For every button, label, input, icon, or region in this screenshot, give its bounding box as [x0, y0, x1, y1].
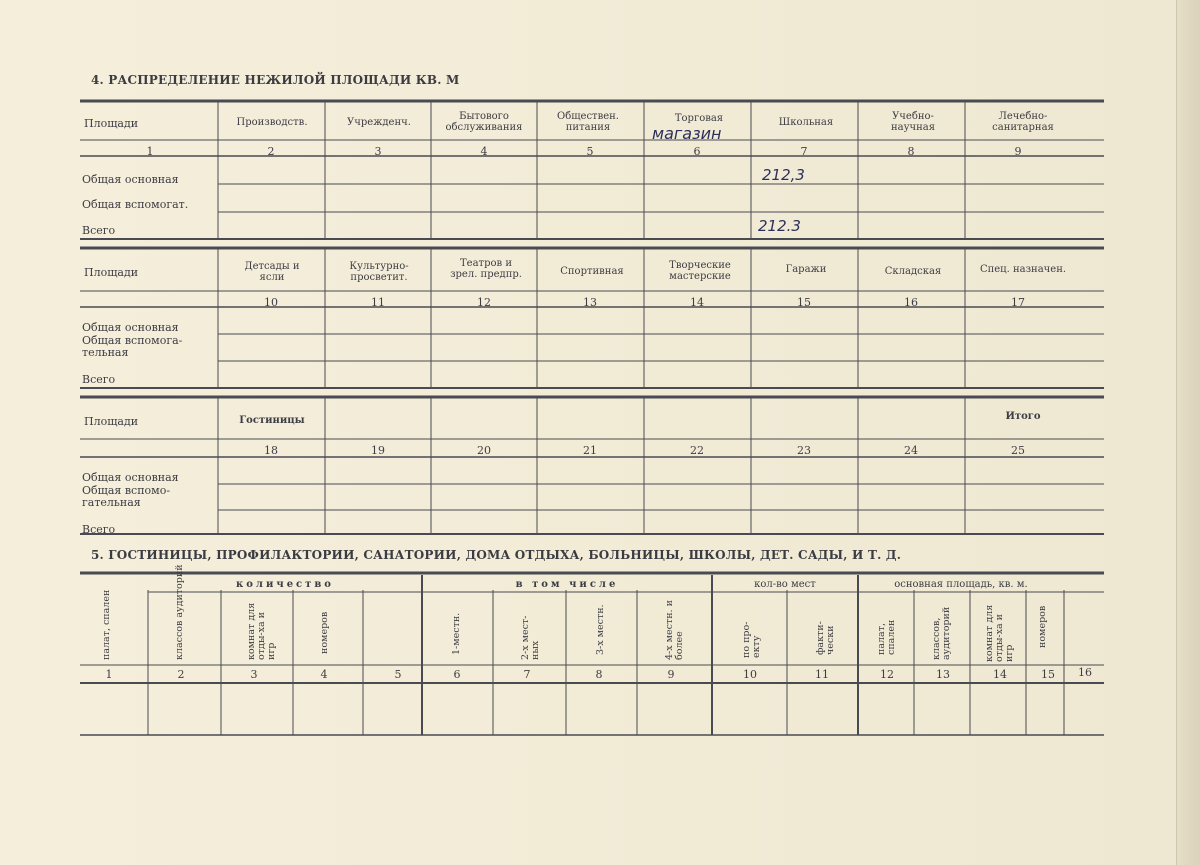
s5-col-2: классов аудиторий: [174, 564, 185, 660]
handwritten-store-label: магазин: [652, 124, 722, 143]
t3-header-total: Итого: [1005, 411, 1041, 422]
s5-num-6: 6: [453, 668, 461, 681]
s5-num-11: 11: [815, 668, 829, 681]
t3-num-21: 21: [583, 444, 597, 457]
t1-header-6: Школьная: [778, 117, 834, 128]
t3-num-18: 18: [264, 444, 278, 457]
t1-num-9: 9: [1014, 145, 1022, 158]
t2-header-7: Складская: [884, 266, 942, 277]
t2-row-main: Общая основная: [82, 321, 179, 334]
t2-header-2: Культурно-просветит.: [349, 261, 409, 283]
t2-header-4: Спортивная: [560, 266, 624, 277]
s5-num-16: 16: [1078, 666, 1092, 679]
t1-num-5: 5: [586, 145, 594, 158]
s5-col-15: номеров: [1037, 605, 1048, 648]
handwritten-main-area: 212,3: [762, 166, 805, 184]
t3-num-19: 19: [371, 444, 385, 457]
group-main-area: основная площадь, кв. м.: [894, 579, 1028, 590]
t3-num-24: 24: [904, 444, 918, 457]
table3-areas-label: Площади: [84, 415, 139, 428]
s5-num-10: 10: [743, 668, 757, 681]
t1-header-5: Торговая: [674, 113, 724, 124]
t2-num-13: 13: [583, 296, 597, 309]
t3-header-hotels: Гостиницы: [239, 415, 305, 426]
t3-num-22: 22: [690, 444, 704, 457]
t2-header-6: Гаражи: [785, 264, 827, 275]
t1-row-total: Всего: [82, 224, 116, 237]
t1-num-3: 3: [374, 145, 382, 158]
t2-header-8: Спец. назначен.: [979, 264, 1067, 275]
t3-num-25: 25: [1011, 444, 1025, 457]
s5-num-15: 15: [1041, 668, 1055, 681]
t2-num-17: 17: [1011, 296, 1025, 309]
t2-num-10: 10: [264, 296, 278, 309]
t2-header-5: Творческие мастерские: [669, 260, 731, 282]
s5-col-1: палат, спален: [101, 589, 112, 660]
table2-areas-label: Площади: [84, 266, 139, 279]
t2-num-14: 14: [690, 296, 704, 309]
s5-num-9: 9: [667, 668, 675, 681]
t1-header-7: Учебно-научная: [890, 111, 936, 133]
t3-num-23: 23: [797, 444, 811, 457]
s5-num-7: 7: [523, 668, 531, 681]
t1-num-8: 8: [907, 145, 915, 158]
group-quantity: количество: [236, 579, 334, 590]
s5-num-5: 5: [394, 668, 402, 681]
s5-num-12: 12: [880, 668, 894, 681]
t2-row-total: Всего: [82, 373, 116, 386]
table1-areas-label: Площади: [84, 117, 139, 130]
t2-num-11: 11: [371, 296, 385, 309]
s5-num-4: 4: [320, 668, 328, 681]
t3-num-20: 20: [477, 444, 491, 457]
t2-header-3: Театров и зрел. предпр.: [450, 258, 522, 280]
s5-col-14: комнат для отды-ха и игр: [984, 604, 1015, 662]
t1-num-4: 4: [480, 145, 488, 158]
t1-num-7: 7: [800, 145, 808, 158]
t3-row-aux: Общая вспомо-гательная: [82, 484, 171, 509]
t1-num-6: 6: [693, 145, 701, 158]
group-places: кол-во мест: [754, 579, 816, 590]
group-including: в том числе: [515, 579, 619, 590]
t2-num-16: 16: [904, 296, 918, 309]
t1-num-1: 1: [146, 145, 154, 158]
s5-col-4: номеров: [319, 611, 330, 654]
s5-num-14: 14: [993, 668, 1007, 681]
t1-header-4: Обществен. питания: [557, 111, 619, 133]
s5-col-8: 3-х местн.: [595, 604, 606, 655]
section4-title: 4. РАСПРЕДЕЛЕНИЕ НЕЖИЛОЙ ПЛОЩАДИ КВ. М: [91, 73, 460, 87]
s5-num-8: 8: [595, 668, 603, 681]
t2-num-12: 12: [477, 296, 491, 309]
t1-header-3: Бытового обслуживания: [445, 111, 523, 133]
s5-num-3: 3: [250, 668, 258, 681]
s5-num-2: 2: [177, 668, 185, 681]
t3-row-total: Всего: [82, 523, 116, 536]
s5-col-6: 1-местн.: [451, 612, 462, 655]
t1-row-aux: Общая вспомогат.: [82, 198, 189, 211]
s5-num-13: 13: [936, 668, 950, 681]
t1-row-main: Общая основная: [82, 173, 179, 186]
t2-row-aux: Общая вспомога-тельная: [82, 334, 183, 359]
t1-header-2: Учрежденч.: [347, 117, 411, 128]
s5-col-12: палат, спален: [876, 619, 897, 655]
t1-header-8: Лечебно-санитарная: [992, 111, 1054, 133]
t2-header-1: Детсады и ясли: [244, 261, 300, 283]
t1-header-1: Производств.: [236, 117, 308, 128]
section5-title: 5. ГОСТИНИЦЫ, ПРОФИЛАКТОРИИ, САНАТОРИИ, ДОМА ОТДЫХА, БОЛЬНИЦЫ, ШКОЛЫ, ДЕТ. САДЫ, И Т. Д.: [91, 548, 902, 562]
t2-num-15: 15: [797, 296, 811, 309]
handwritten-total-area: 212.3: [758, 217, 801, 235]
s5-col-9: 4-х местн. и более: [664, 600, 685, 660]
s5-col-3: комнат для отды-ха и игр: [246, 602, 277, 660]
s5-col-11: факти-чески: [815, 621, 836, 655]
s5-col-10: по про-екту: [741, 621, 762, 658]
s5-col-13: классов, аудиторий: [931, 606, 952, 660]
s5-col-7: 2-х мест-ных: [520, 615, 541, 660]
s5-num-1: 1: [105, 668, 113, 681]
t3-row-main: Общая основная: [82, 471, 179, 484]
t1-num-2: 2: [267, 145, 275, 158]
